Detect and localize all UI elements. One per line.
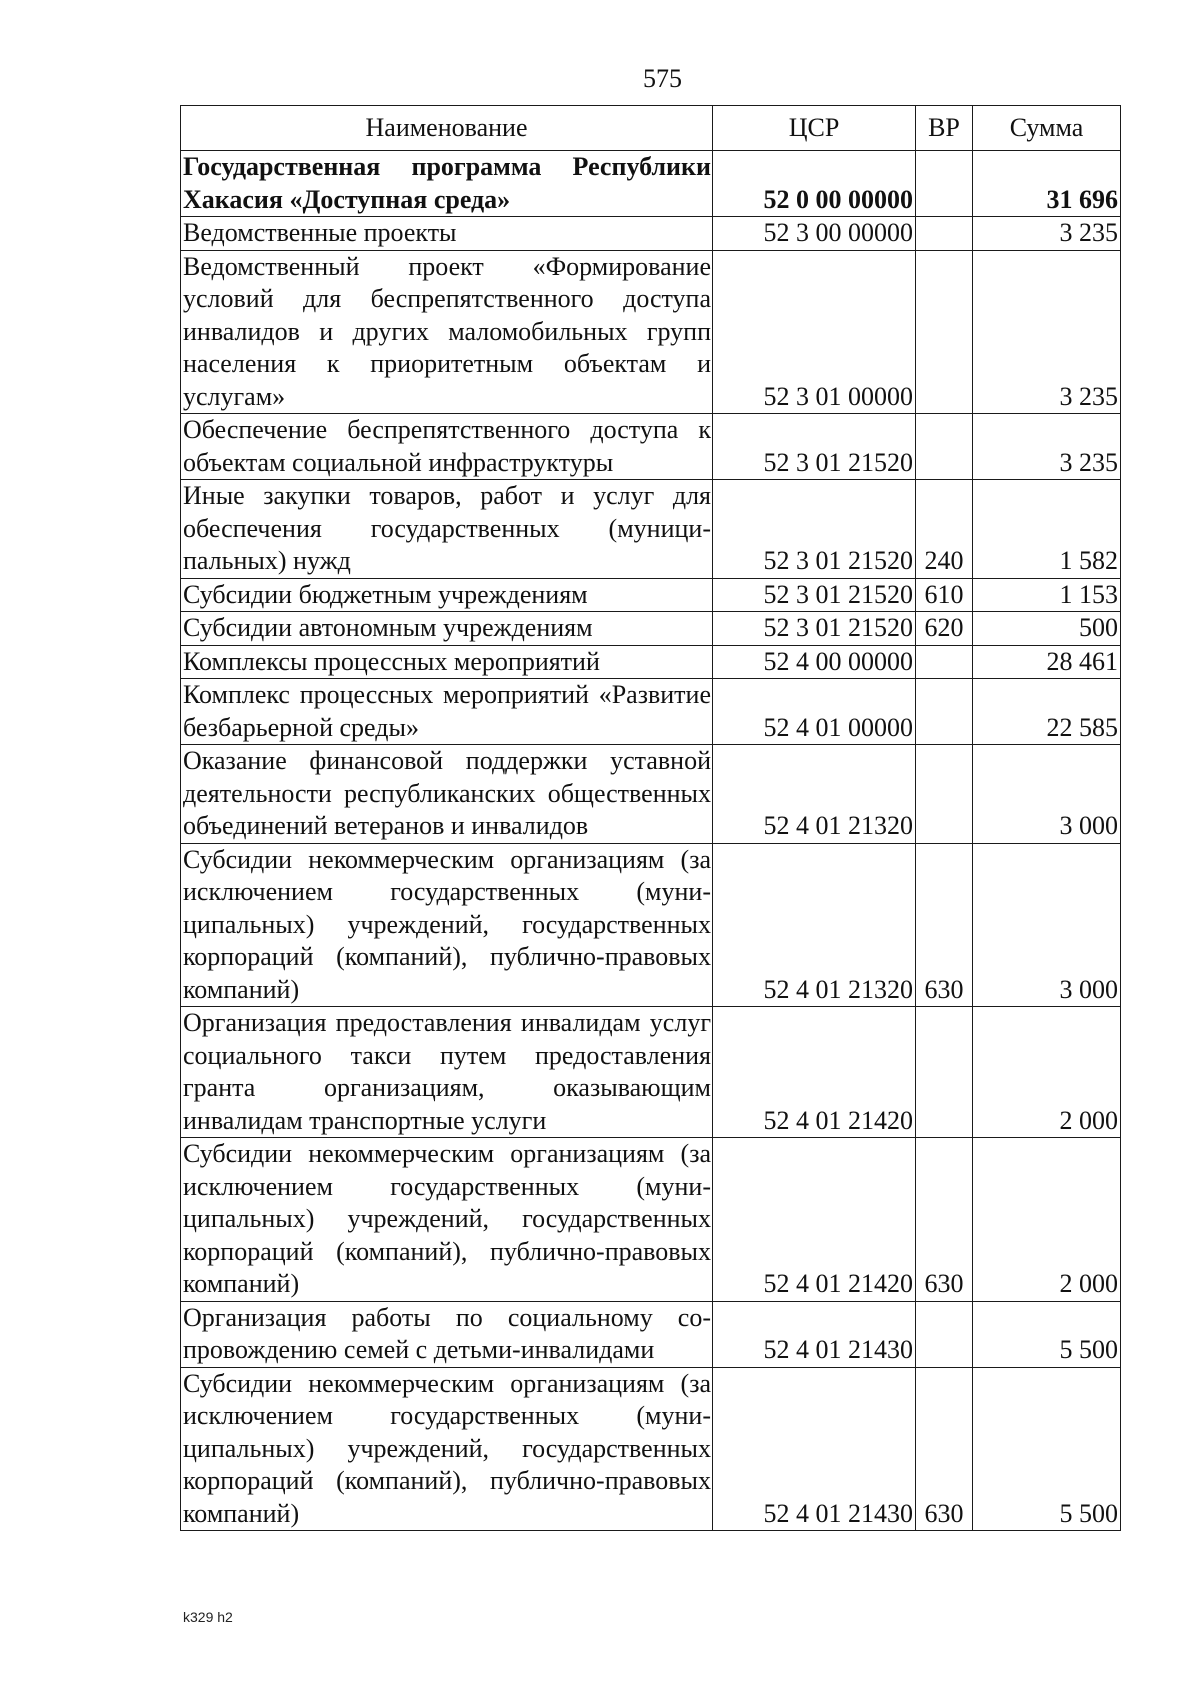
cell-sum: 31 696 bbox=[973, 151, 1121, 217]
cell-vr: 240 bbox=[916, 480, 973, 579]
cell-vr bbox=[916, 745, 973, 844]
cell-csr: 52 0 00 00000 bbox=[713, 151, 916, 217]
cell-sum: 3 000 bbox=[973, 843, 1121, 1007]
table-row bbox=[181, 578, 1121, 612]
table-row bbox=[181, 1138, 1121, 1302]
table-row bbox=[181, 1367, 1121, 1531]
cell-vr bbox=[916, 217, 973, 251]
cell-name: Организация предоставления инвалидам услуг социального такси путем предоставления гранта организациям, оказывающим инвалидам транспортные услуги bbox=[181, 1007, 713, 1138]
cell-sum: 5 500 bbox=[973, 1301, 1121, 1367]
cell-csr: 52 4 01 21420 bbox=[713, 1138, 916, 1302]
cell-csr: 52 3 01 21520 bbox=[713, 612, 916, 646]
cell-csr: 52 3 01 21520 bbox=[713, 578, 916, 612]
cell-sum: 2 000 bbox=[973, 1007, 1121, 1138]
cell-name: Субсидии некоммерческим организациям (за исключением государственных (муниципальных) учреждений, государственных корпораций (компаний), публично-правовых компаний) bbox=[181, 843, 713, 1007]
cell-csr: 52 4 01 21320 bbox=[713, 843, 916, 1007]
cell-name: Организация работы по социальному сопровождению семей с детьми-инвалидами bbox=[181, 1301, 713, 1367]
cell-vr: 620 bbox=[916, 612, 973, 646]
budget-table bbox=[180, 105, 1121, 1531]
cell-sum: 3 235 bbox=[973, 250, 1121, 414]
cell-csr: 52 3 01 21520 bbox=[713, 414, 916, 480]
table-row bbox=[181, 679, 1121, 745]
cell-vr: 630 bbox=[916, 1138, 973, 1302]
table-row bbox=[181, 151, 1121, 217]
cell-vr: 630 bbox=[916, 1367, 973, 1531]
cell-name: Государственная программа Республики Хакасия «Доступная среда» bbox=[181, 151, 713, 217]
cell-sum: 2 000 bbox=[973, 1138, 1121, 1302]
cell-csr: 52 4 01 21430 bbox=[713, 1301, 916, 1367]
table-row bbox=[181, 414, 1121, 480]
cell-vr bbox=[916, 679, 973, 745]
cell-sum: 3 000 bbox=[973, 745, 1121, 844]
cell-name: Ведомственные проекты bbox=[181, 217, 713, 251]
page-number: 575 bbox=[643, 64, 682, 93]
cell-sum: 28 461 bbox=[973, 645, 1121, 679]
cell-vr bbox=[916, 250, 973, 414]
header-row bbox=[181, 106, 1121, 151]
cell-vr bbox=[916, 1301, 973, 1367]
table-row bbox=[181, 612, 1121, 646]
cell-csr: 52 3 00 00000 bbox=[713, 217, 916, 251]
table-row bbox=[181, 217, 1121, 251]
cell-csr: 52 4 01 21430 bbox=[713, 1367, 916, 1531]
table-row bbox=[181, 843, 1121, 1007]
cell-name: Субсидии автономным учреждениям bbox=[181, 612, 713, 646]
table-row bbox=[181, 745, 1121, 844]
cell-name: Иные закупки товаров, работ и услуг для обеспечения государственных (муниципальных) нужд bbox=[181, 480, 713, 579]
cell-csr: 52 3 01 21520 bbox=[713, 480, 916, 579]
cell-vr bbox=[916, 645, 973, 679]
table-row bbox=[181, 645, 1121, 679]
cell-name: Субсидии бюджетным учреждениям bbox=[181, 578, 713, 612]
table-header bbox=[181, 106, 1121, 151]
cell-sum: 22 585 bbox=[973, 679, 1121, 745]
cell-name: Оказание финансовой поддержки уставной деятельности республиканских общественных объединений ветеранов и инвалидов bbox=[181, 745, 713, 844]
cell-sum: 5 500 bbox=[973, 1367, 1121, 1531]
cell-vr bbox=[916, 151, 973, 217]
table-row bbox=[181, 1007, 1121, 1138]
table-body bbox=[181, 151, 1121, 1531]
cell-name: Обеспечение беспрепятственного доступа к объектам социальной инфраструктуры bbox=[181, 414, 713, 480]
cell-name: Ведомственный проект «Формирование условий для беспрепятственного доступа инвалидов и других маломобильных групп населения к приоритетным объектам и услугам» bbox=[181, 250, 713, 414]
cell-vr bbox=[916, 414, 973, 480]
cell-sum: 1 153 bbox=[973, 578, 1121, 612]
cell-csr: 52 4 01 00000 bbox=[713, 679, 916, 745]
table-row bbox=[181, 1301, 1121, 1367]
footer-code: k329 h2 bbox=[183, 1609, 233, 1625]
cell-csr: 52 4 01 21420 bbox=[713, 1007, 916, 1138]
cell-vr bbox=[916, 1007, 973, 1138]
cell-sum: 1 582 bbox=[973, 480, 1121, 579]
header-name: Наименование bbox=[181, 106, 713, 151]
table-row bbox=[181, 480, 1121, 579]
cell-name: Субсидии некоммерческим организациям (за исключением государственных (муниципальных) учреждений, государственных корпораций (компаний), публично-правовых компаний) bbox=[181, 1367, 713, 1531]
cell-csr: 52 3 01 00000 bbox=[713, 250, 916, 414]
header-sum: Сумма bbox=[973, 106, 1121, 151]
table-row bbox=[181, 250, 1121, 414]
cell-csr: 52 4 01 21320 bbox=[713, 745, 916, 844]
cell-name: Комплекс процессных мероприятий «Развитие безбарьерной среды» bbox=[181, 679, 713, 745]
cell-name: Субсидии некоммерческим организациям (за исключением государственных (муниципальных) учреждений, государственных корпораций (компаний), публично-правовых компаний) bbox=[181, 1138, 713, 1302]
cell-csr: 52 4 00 00000 bbox=[713, 645, 916, 679]
cell-sum: 500 bbox=[973, 612, 1121, 646]
cell-vr: 610 bbox=[916, 578, 973, 612]
cell-sum: 3 235 bbox=[973, 414, 1121, 480]
header-csr: ЦСР bbox=[713, 106, 916, 151]
header-vr: ВР bbox=[916, 106, 973, 151]
cell-vr: 630 bbox=[916, 843, 973, 1007]
cell-sum: 3 235 bbox=[973, 217, 1121, 251]
cell-name: Комплексы процессных мероприятий bbox=[181, 645, 713, 679]
